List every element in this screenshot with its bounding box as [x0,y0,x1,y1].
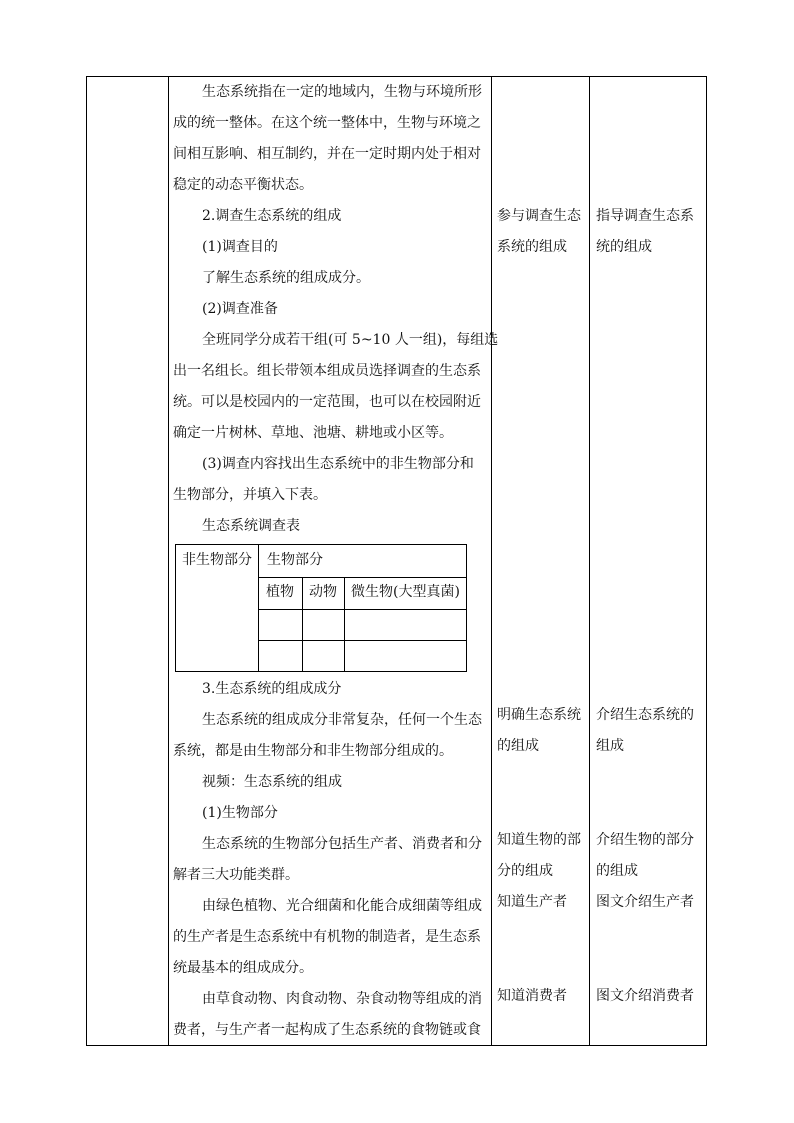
content-line: 生态系统指在一定的地域内，生物与环境所形 [202,84,482,100]
content-line: 稳定的动态平衡状态。 [173,177,313,193]
column-divider [168,77,169,1045]
student-activity: 知道生产者 [497,894,567,910]
content-line: 由绿色植物、光合细菌和化能合成细菌等组成 [202,898,482,914]
teacher-activity: 指导调查生态系 [596,208,694,224]
teacher-activity: 图文介绍消费者 [596,988,694,1004]
survey-table [175,544,467,672]
survey-header-bio: 生物部分 [267,552,323,568]
teacher-activity: 介绍生态系统的 [596,707,694,723]
content-line: (3)调查内容找出生态系统中的非生物部分和 [202,456,474,472]
content-line: 生态系统的组成成分非常复杂，任何一个生态 [202,712,482,728]
content-line: 系统，都是由生物部分和非生物部分组成的。 [173,743,453,759]
content-line: 由草食动物、肉食动物、杂食动物等组成的消 [202,991,482,1007]
content-line: 确定一片树林、草地、池塘、耕地或小区等。 [173,425,453,441]
student-activity: 系统的组成 [497,239,567,255]
section-heading: 2.调查生态系统的组成 [202,208,342,224]
content-line: 解者三大功能类群。 [173,867,299,883]
content-line: 出一名组长。组长带领本组成员选择调查的生态系 [173,363,481,379]
video-label: 视频：生态系统的组成 [202,774,342,790]
teacher-activity: 组成 [596,738,624,754]
content-line: 间相互影响、相互制约，并在一定时期内处于相对 [173,146,481,162]
student-activity: 知道消费者 [497,988,567,1004]
survey-subheader-plant: 植物 [266,584,294,600]
survey-table-divider [302,577,303,671]
content-line: 了解生态系统的组成成分。 [202,270,370,286]
survey-header-nonbio: 非生物部分 [182,552,252,568]
content-line: 成的统一整体。在这个统一整体中，生物与环境之 [173,115,481,131]
content-line: 生物部分，并填入下表。 [173,487,327,503]
teacher-activity: 的组成 [596,863,638,879]
teacher-activity: 统的组成 [596,239,652,255]
column-divider [491,77,492,1045]
teacher-activity: 介绍生物的部分 [596,832,694,848]
content-line: 统最基本的组成成分。 [173,960,313,976]
column-divider [589,77,590,1045]
content-line: 生态系统的生物部分包括生产者、消费者和分 [202,836,482,852]
survey-subheader-animal: 动物 [309,584,337,600]
teacher-activity: 图文介绍生产者 [596,894,694,910]
survey-table-divider [344,577,345,671]
content-line: 的生产者是生态系统中有机物的制造者，是生态系 [173,929,481,945]
student-activity: 的组成 [497,738,539,754]
section-heading: 3.生态系统的组成成分 [202,681,342,697]
student-activity: 分的组成 [497,863,553,879]
student-activity: 参与调查生态 [497,208,581,224]
subsection-heading: (1)调查目的 [202,239,278,255]
subsection-heading: (1)生物部分 [202,805,278,821]
survey-table-divider [258,609,466,610]
content-line: 统。可以是校园内的一定范围，也可以在校园附近 [173,394,481,410]
student-activity: 知道生物的部 [497,832,581,848]
content-line: 全班同学分成若干组(可 5~10 人一组)，每组选 [202,332,499,348]
student-activity: 明确生态系统 [497,707,581,723]
survey-table-caption: 生态系统调查表 [202,518,300,534]
survey-table-divider [258,545,259,671]
survey-table-divider [258,640,466,641]
content-line: 费者，与生产者一起构成了生态系统的食物链或食 [173,1022,481,1038]
survey-subheader-microbe: 微生物(大型真菌) [351,584,460,600]
subsection-heading: (2)调查准备 [202,301,278,317]
